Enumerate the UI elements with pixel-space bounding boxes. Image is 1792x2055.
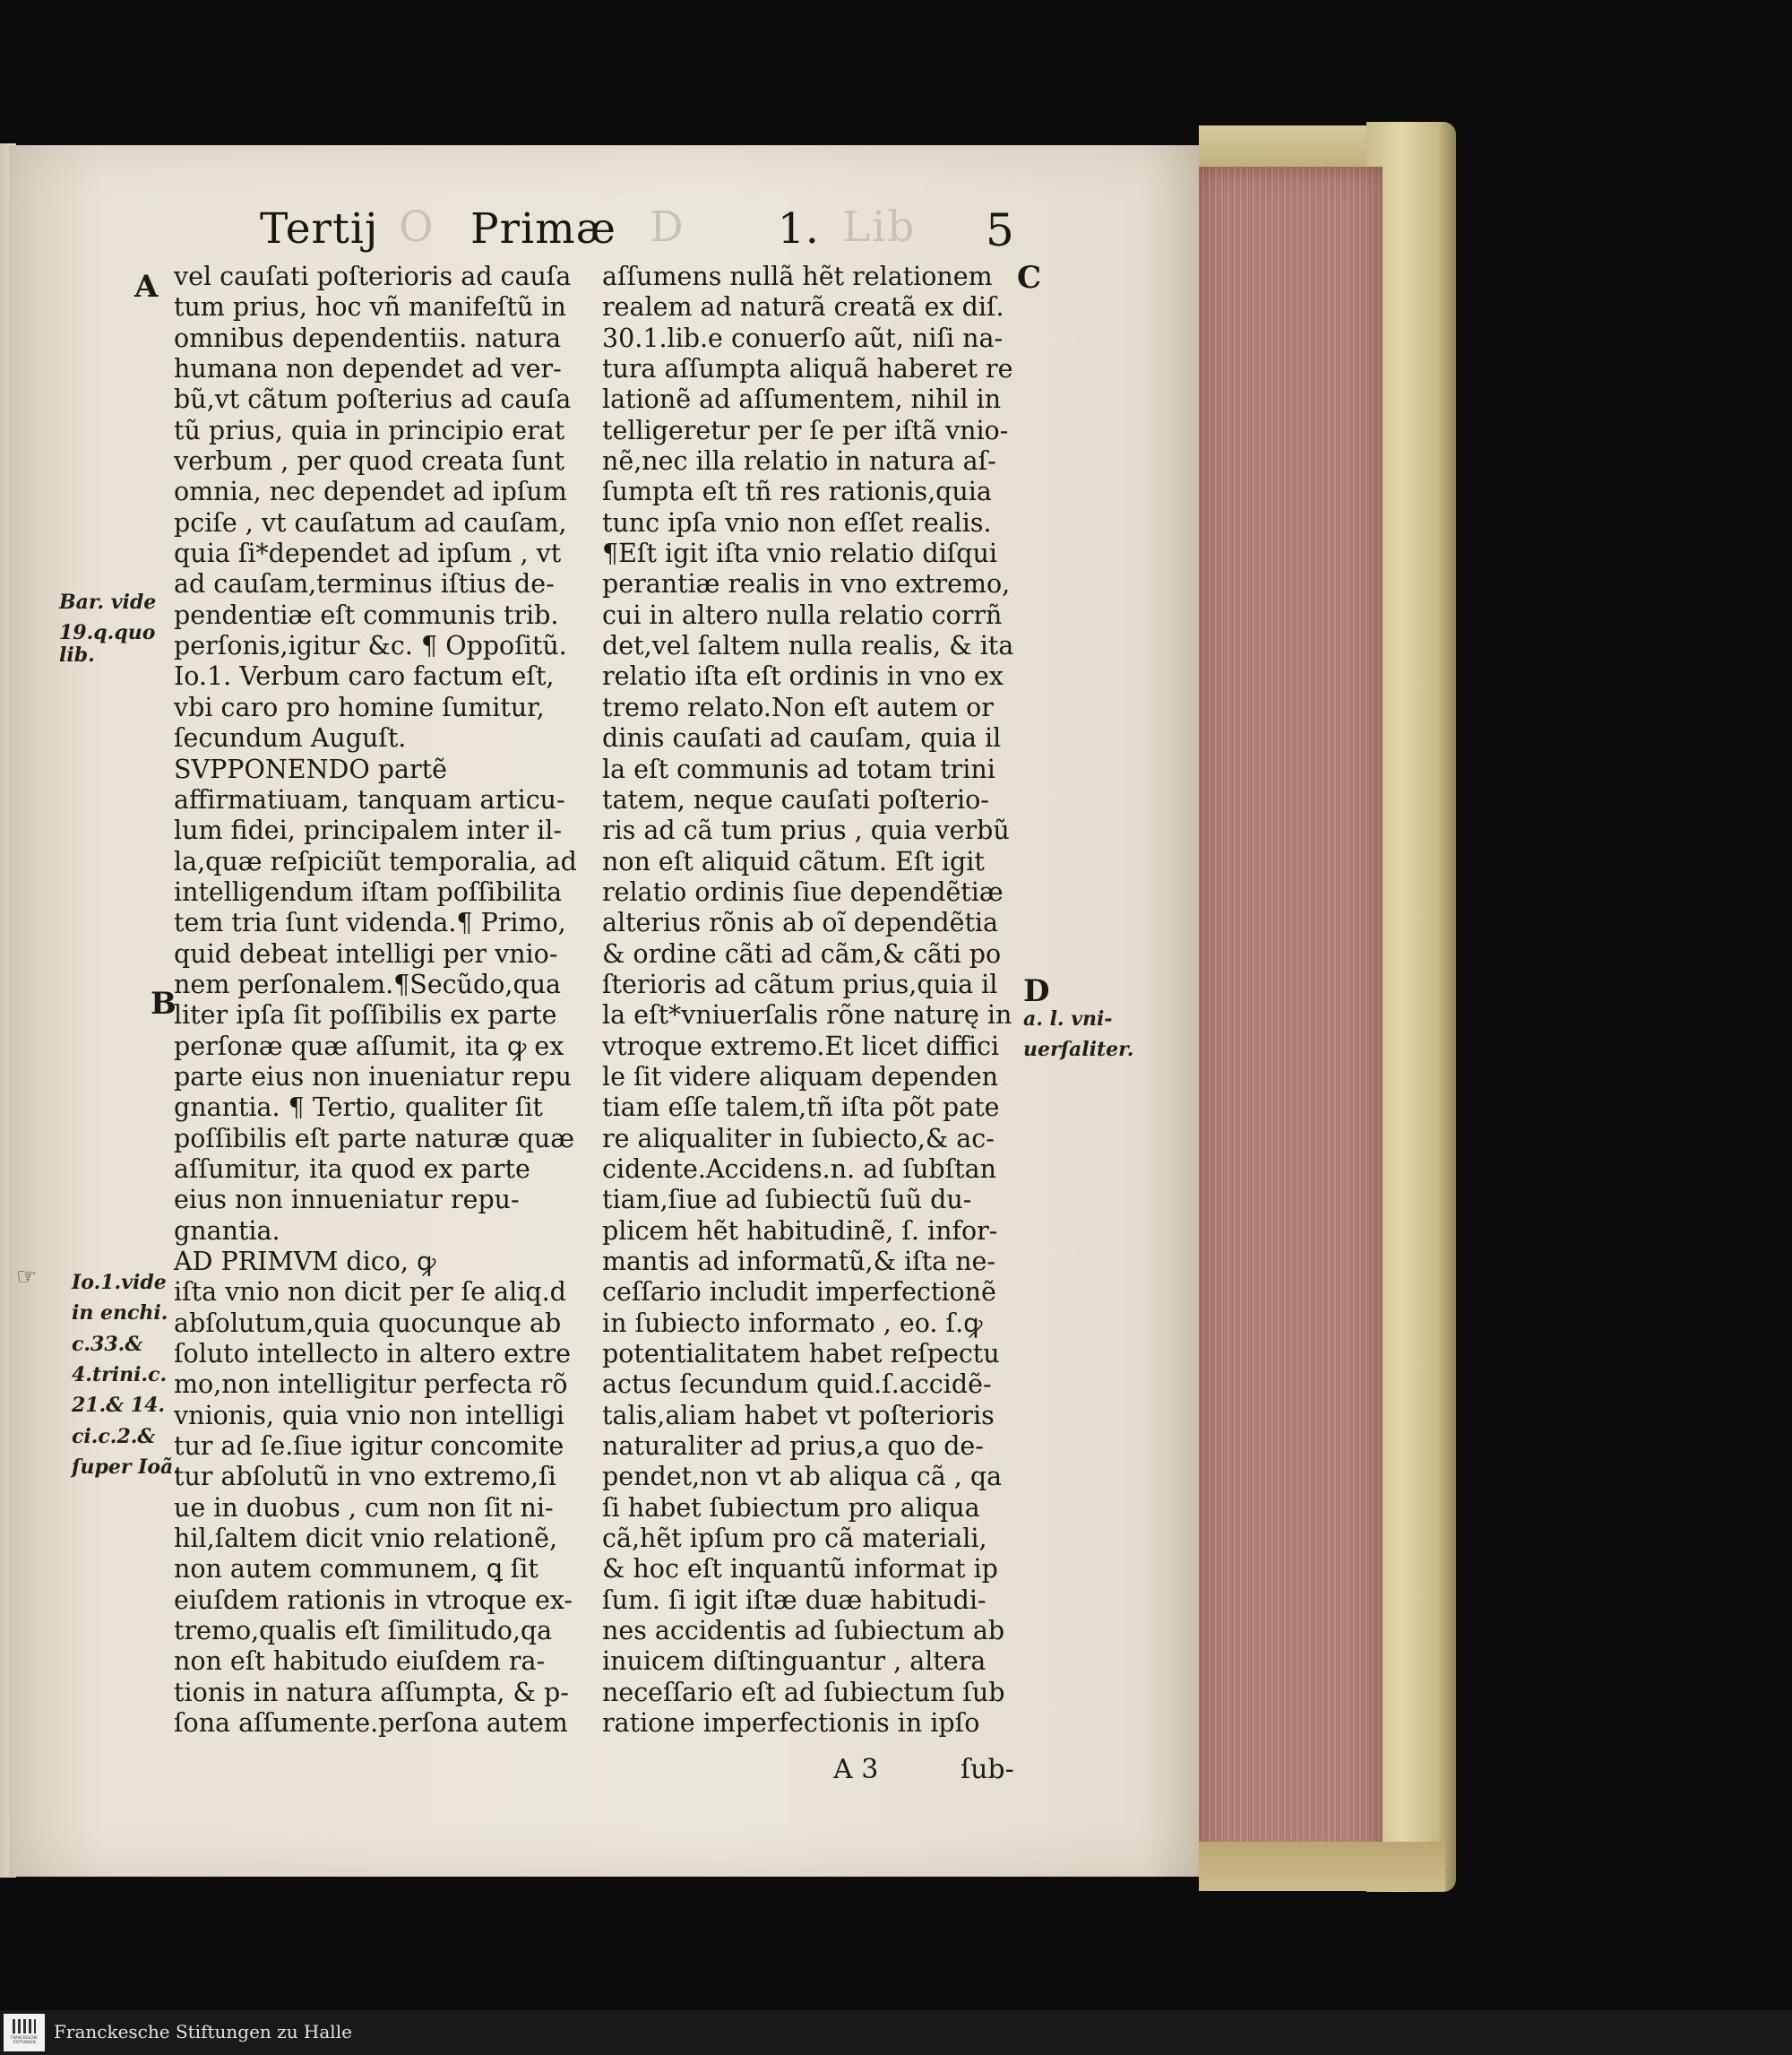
text-line: & ordine cãti ad cãm,& cãti po: [602, 938, 1002, 969]
text-line: relatio iſta eſt ordinis in vno ex: [602, 661, 1004, 692]
text-line: gnantia.: [174, 1215, 280, 1246]
running-head-middle: Primæ: [470, 204, 616, 254]
text-line: abſolutum,quia quocunque ab: [174, 1308, 562, 1338]
text-line: humana non dependet ad ver-: [174, 354, 562, 384]
text-line: mo,non intelligitur perfecta rõ: [174, 1369, 568, 1400]
text-line: hil,ſaltem dicit vnio relationẽ,: [174, 1524, 558, 1554]
text-line: vel cauſati poſterioris ad cauſa: [174, 262, 572, 291]
text-line: dinis cauſati ad cauſam, quia il: [602, 723, 1002, 754]
margin-note-line: ſuper Ioã.: [72, 1455, 180, 1480]
text-line: omnia, nec dependet ad ipſum: [174, 477, 567, 507]
text-line: pendentiæ eſt communis trib.: [174, 600, 559, 630]
text-line: nẽ,nec illa relatio in natura aſ-: [602, 446, 996, 477]
margin-note-line: 4.trini.c.: [72, 1363, 168, 1387]
text-line: tiam,ſiue ad ſubiectũ ſuũ du-: [602, 1185, 972, 1215]
margin-note-bar: [59, 587, 156, 670]
text-line: tur ad ſe.ſiue igitur concomite: [174, 1431, 564, 1462]
text-line: ratione imperfectionis in ipſo: [602, 1708, 980, 1739]
text-line: quid debeat intelligi per vnio-: [174, 938, 558, 969]
text-line: parte eius non inueniatur repu: [174, 1061, 572, 1092]
text-line: verbum , per quod creata ſunt: [174, 446, 564, 477]
margin-note-io: [72, 1267, 180, 1482]
text-line: lationẽ ad aſſumentem, nihil in: [602, 384, 1002, 415]
text-line: tremo,qualis eſt ſimilitudo,qa: [174, 1616, 553, 1646]
section-letter-d: D: [1023, 973, 1050, 1009]
text-line: det,vel ſaltem nulla realis, & ita: [602, 631, 1014, 661]
footer-bar: [0, 2010, 1792, 2055]
text-line: telligeretur per ſe per iſtã vnio-: [602, 415, 1009, 445]
cover-bottom: [1199, 1842, 1445, 1891]
text-line: tunc ipſa vnio non eſſet realis.: [602, 507, 992, 538]
text-line: actus ſecundum quid.ſ.accidẽ-: [602, 1369, 992, 1400]
text-line: ceſſario includit imperfectionẽ: [602, 1277, 996, 1308]
text-line: liter ipſa ſit poſſibilis ex parte: [174, 1000, 557, 1031]
text-line: naturaliter ad prius,a quo de-: [602, 1431, 984, 1462]
text-line: cidente.Accidens.n. ad ſubſtan: [602, 1153, 996, 1184]
text-line: plicem hẽt habitudinẽ, ſ. infor-: [602, 1215, 998, 1246]
text-line: ſona aſſumente.perſona autem: [174, 1708, 568, 1739]
show-through-text: O: [399, 203, 435, 252]
text-line: inuicem diſtinguantur , altera: [602, 1646, 986, 1677]
text-line: ſoluto intellecto in altero extre: [174, 1339, 572, 1369]
logo-caption: FRANCKESCHE STIFTUNGEN: [11, 2035, 38, 2044]
text-line: realem ad naturã creatã ex diſ.: [602, 292, 1004, 323]
catchword: ſub-: [961, 1754, 1014, 1785]
margin-note-line: Io.1.vide: [72, 1271, 167, 1294]
text-line: non eſt aliquid cãtum. Eſt igit: [602, 846, 985, 876]
page-number: 5: [986, 204, 1015, 256]
margin-note-line: a. l. vni-: [1023, 1007, 1113, 1031]
margin-note-line: lib.: [59, 643, 95, 667]
right-text-column: [602, 262, 1013, 1740]
text-line: ue in duobus , cum non ſit ni-: [174, 1492, 554, 1523]
text-line: ſterioris ad cãtum prius,quia il: [602, 969, 998, 999]
text-line: & hoc eſt inquantũ informat ip: [602, 1554, 998, 1584]
text-line: eiuſdem rationis in vtroque ex-: [174, 1584, 573, 1615]
logo-icon: [13, 2019, 36, 2033]
margin-note-line: ci.c.2.&: [72, 1424, 156, 1448]
text-line: ſecundum Auguſt.: [174, 723, 407, 754]
text-line: affirmatiuam, tanquam articu-: [174, 784, 565, 815]
text-line: tatem, neque cauſati poſterio-: [602, 784, 989, 815]
text-line: Io.1. Verbum caro factum eſt,: [174, 661, 555, 692]
section-letter-a: A: [134, 269, 159, 305]
red-fore-edge: [1199, 167, 1383, 1869]
text-line: aſſumens nullã hẽt relationem: [602, 262, 993, 291]
text-line: tionis in natura aſſumpta, & p-: [174, 1677, 569, 1707]
text-line: potentialitatem habet reſpectu: [602, 1339, 1000, 1369]
section-letter-b: B: [151, 986, 177, 1022]
text-line: ad cauſam,terminus iſtius de-: [174, 569, 555, 600]
institution-name: Franckesche Stiftungen zu Halle: [54, 2021, 352, 2042]
text-line: AD PRIMVM dico, ꝙ: [174, 1247, 436, 1276]
text-line: non eſt habitudo eiuſdem ra-: [174, 1646, 546, 1677]
text-line: cui in altero nulla relatio corrñ: [602, 600, 1003, 630]
left-text-column: [174, 262, 577, 1740]
text-line: in ſubiecto informato , eo. ſ.ꝙ: [602, 1308, 983, 1338]
text-line: nes accidentis ad ſubiectum ab: [602, 1616, 1005, 1646]
text-line: poſſibilis eſt parte naturæ quæ: [174, 1123, 575, 1153]
text-line: re aliqualiter in ſubiecto,& ac-: [602, 1123, 995, 1153]
text-line: ſumpta eſt tñ res rationis,quia: [602, 477, 992, 507]
signature-mark: A 3: [833, 1754, 879, 1785]
text-line: intelligendum iſtam poſſibilita: [174, 876, 563, 907]
running-head-left: Tertij: [260, 204, 379, 254]
margin-note-line: Bar. vide: [59, 591, 157, 614]
text-line: tiam eſſe talem,tñ iſta põt pate: [602, 1092, 1000, 1123]
text-line: pciſe , vt cauſatum ad cauſam,: [174, 507, 567, 538]
margin-note-line: 19.q.quo: [59, 621, 156, 645]
text-line: non autem communem, ꝗ ſit: [174, 1554, 538, 1584]
text-line: perſonis,igitur &c. ¶ Oppoſitũ.: [174, 631, 567, 661]
text-line: vtroque extremo.Et licet diffici: [602, 1031, 1000, 1061]
margin-note-line: c.33.&: [72, 1332, 143, 1356]
text-line: la eſt*vniuerſalis rõne naturę in: [602, 1000, 1012, 1031]
text-line: pendet,non vt ab aliqua cã , qa: [602, 1462, 1003, 1492]
margin-note-line: uerſaliter.: [1023, 1038, 1134, 1062]
text-line: cã,hẽt ipſum pro cã materiali,: [602, 1524, 987, 1554]
margin-note-line: in enchi.: [72, 1301, 168, 1325]
text-line: tur abſolutũ in vno extremo,ſi: [174, 1462, 556, 1492]
text-line: talis,aliam habet vt poſterioris: [602, 1400, 995, 1430]
text-line: aſſumitur, ita quod ex parte: [174, 1153, 530, 1184]
text-line: perſonæ quæ aſſumit, ita ꝙ ex: [174, 1031, 564, 1061]
text-line: iſta vnio non dicit per ſe aliq.d: [174, 1277, 566, 1308]
margin-note-line: 21.& 14.: [72, 1394, 166, 1418]
text-line: alterius rõnis ab oĩ dependẽtia: [602, 908, 999, 938]
text-line: quia ſi*dependet ad ipſum , vt: [174, 539, 562, 569]
text-line: nem perſonalem.¶Secũdo,qua: [174, 969, 562, 999]
text-line: ſum. ſi igit iſtæ duæ habitudi-: [602, 1584, 986, 1615]
text-line: le ſit videre aliquam dependen: [602, 1061, 999, 1092]
running-head-book: 1.: [778, 204, 820, 254]
text-line: omnibus dependentiis. natura: [174, 323, 562, 353]
text-line: perantiæ realis in vno extremo,: [602, 569, 1011, 600]
text-line: mantis ad informatũ,& iſta ne-: [602, 1247, 996, 1276]
show-through-text: D: [650, 203, 685, 252]
institution-logo: [4, 2014, 45, 2051]
text-line: vbi caro pro homine ſumitur,: [174, 692, 545, 722]
pointing-hand-icon: ☞: [16, 1264, 38, 1291]
text-line: ſi habet ſubiectum pro aliqua: [602, 1492, 980, 1523]
text-line: eius non innueniatur repu-: [174, 1185, 520, 1215]
text-line: lum fidei, principalem inter il-: [174, 816, 562, 846]
section-letter-c: C: [1017, 260, 1042, 296]
text-line: ris ad cã tum prius , quia verbũ: [602, 816, 1010, 846]
text-line: vnionis, quia vnio non intelligi: [174, 1400, 564, 1430]
text-line: tem tria ſunt videnda.¶ Primo,: [174, 908, 566, 938]
text-line: la eſt communis ad totam trini: [602, 754, 995, 784]
margin-note-universaliter: [1023, 1004, 1133, 1066]
text-line: la,quæ reſpiciũt temporalia, ad: [174, 846, 577, 876]
text-line: tum prius, hoc vñ manifeſtũ in: [174, 292, 566, 323]
text-line: gnantia. ¶ Tertio, qualiter ſit: [174, 1092, 543, 1123]
text-line: tremo relato.Non eſt autem or: [602, 692, 994, 722]
text-line: relatio ordinis ſiue dependẽtiæ: [602, 876, 1004, 907]
text-line: tũ prius, quia in principio erat: [174, 415, 565, 445]
text-line: tura aſſumpta aliquã haberet re: [602, 354, 1013, 384]
show-through-text: Lib: [842, 203, 917, 252]
text-line: bũ,vt cãtum poſterius ad cauſa: [174, 384, 572, 415]
text-line: ¶Eſt igit iſta vnio relatio diſqui: [602, 539, 997, 569]
text-line: SVPPONENDO partẽ: [174, 754, 447, 784]
text-line: 30.1.lib.e conuerſo aũt, niſi na-: [602, 323, 1004, 353]
text-line: neceſſario eſt ad ſubiectum ſub: [602, 1677, 1005, 1707]
